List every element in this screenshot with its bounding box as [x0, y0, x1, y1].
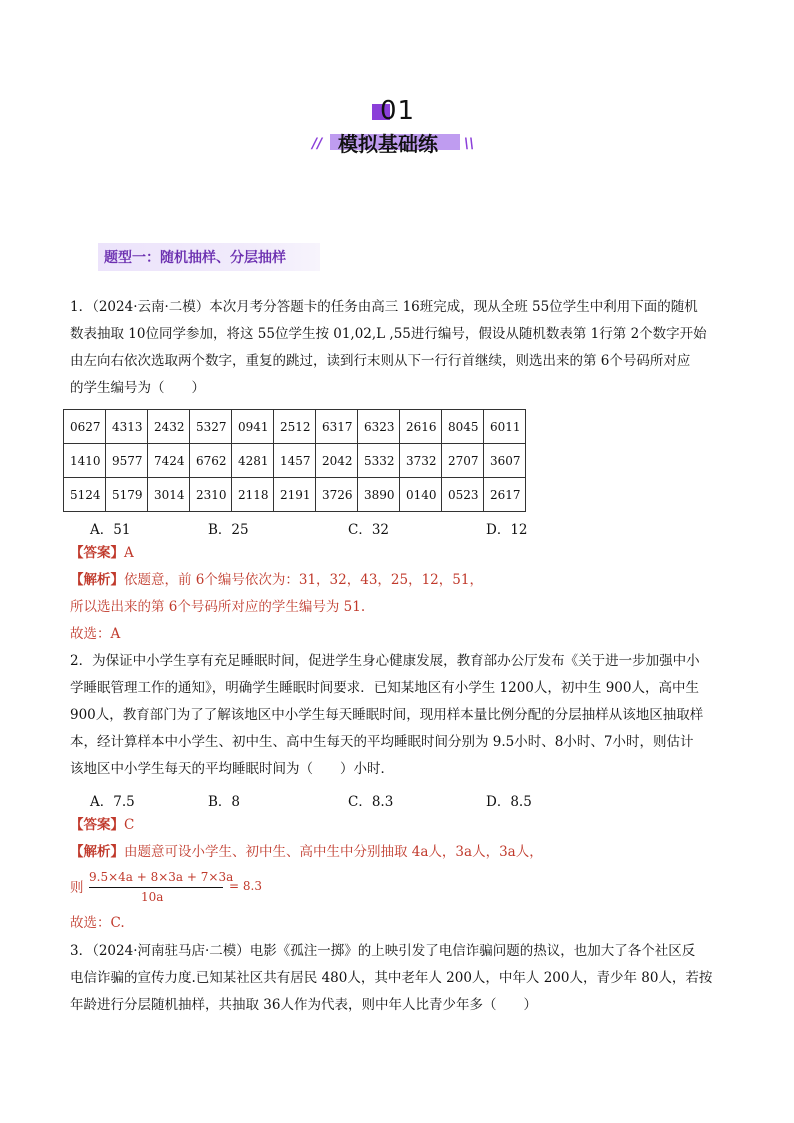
answer-label: 【答案】	[70, 545, 124, 561]
table-cell: 4281	[232, 444, 274, 478]
question-2-conclusion	[70, 910, 730, 937]
answer-value: A	[124, 545, 134, 561]
conclusion-text: 故选：C.	[70, 915, 125, 931]
table-cell: 2118	[232, 478, 274, 512]
option-a: A．51	[90, 522, 131, 538]
table-cell: 6317	[316, 410, 358, 444]
section-header	[0, 96, 794, 160]
formula-denominator: 10a	[141, 890, 164, 904]
table-cell: 2512	[274, 410, 316, 444]
conclusion-text: 故选：A	[70, 626, 121, 642]
title-slash-right: \\	[464, 136, 475, 152]
option-c: C．32	[348, 522, 390, 538]
table-cell: 3890	[358, 478, 400, 512]
question-3-stem	[70, 938, 730, 1019]
question-2-line: 本，经计算样本中小学生、初中生、高中生每天的平均睡眠时间分别为 9.5小时、8小时、7小时，则估计	[70, 734, 694, 750]
table-row	[64, 478, 526, 512]
question-2-line: 900人，教育部门为了了解该地区中小学生每天睡眠时间，现用样本量比例分配的分层抽样从该地区抽取样	[70, 707, 704, 723]
table-cell: 3014	[148, 478, 190, 512]
analysis-label: 【解析】	[70, 572, 124, 588]
table-cell: 6011	[484, 410, 526, 444]
option-c: C．8.3	[348, 794, 394, 810]
question-type-label: 题型一：随机抽样、分层抽样	[104, 250, 286, 266]
table-cell: 8045	[442, 410, 484, 444]
table-cell: 6323	[358, 410, 400, 444]
option-a: A．7.5	[90, 794, 135, 810]
option-b: B．25	[208, 522, 249, 538]
table-cell: 0941	[232, 410, 274, 444]
question-3-line: 年龄进行分层随机抽样，共抽取 36人作为代表，则中年人比青少年多（ ）	[70, 997, 537, 1013]
table-row	[64, 410, 526, 444]
formula-result: = 8.3	[229, 879, 262, 893]
question-2-line: 该地区中小学生每天的平均睡眠时间为（ ）小时．	[70, 761, 394, 777]
table-cell: 2042	[316, 444, 358, 478]
formula-numerator: 9.5×4a + 8×3a + 7×3a	[89, 870, 234, 884]
question-2-solution	[70, 812, 730, 866]
question-2-stem	[70, 648, 730, 783]
table-cell: 0140	[400, 478, 442, 512]
title-slash-left: //	[312, 136, 323, 152]
analysis-text: 所以选出来的第 6个号码所对应的学生编号为 51.	[70, 599, 366, 615]
table-cell: 6762	[190, 444, 232, 478]
table-cell: 1410	[64, 444, 106, 478]
question-2-line: 2．为保证中小学生享有充足睡眠时间，促进学生身心健康发展，教育部办公厅发布《关于进一步加强中小	[70, 653, 700, 669]
table-cell: 5179	[106, 478, 148, 512]
random-number-table	[63, 409, 526, 512]
table-cell: 7424	[148, 444, 190, 478]
table-cell: 2310	[190, 478, 232, 512]
answer-label: 【答案】	[70, 817, 124, 833]
table-cell: 3732	[400, 444, 442, 478]
question-1-line: 的学生编号为（ ）	[70, 380, 205, 396]
question-2-line: 学睡眠管理工作的通知》，明确学生睡眠时间要求．已知某地区有小学生 1200人，初中生 900人，高中生	[70, 680, 699, 696]
analysis-text: 由题意可设小学生、初中生、高中生中分别抽取 4a人，3a人，3a人，	[124, 844, 543, 860]
table-cell: 2707	[442, 444, 484, 478]
question-1-solution	[70, 540, 730, 648]
question-1-stem	[70, 294, 730, 402]
table-cell: 0627	[64, 410, 106, 444]
analysis-text: 依题意，前 6个编号依次为：31，32，43，25，12，51，	[124, 572, 483, 588]
formula-prefix: 则	[70, 880, 84, 896]
table-cell: 2432	[148, 410, 190, 444]
fraction-bar	[89, 887, 223, 888]
section-number: 01	[380, 96, 416, 126]
table-cell: 4313	[106, 410, 148, 444]
answer-value: C	[124, 817, 135, 833]
table-cell: 2616	[400, 410, 442, 444]
table-cell: 0523	[442, 478, 484, 512]
table-cell: 3726	[316, 478, 358, 512]
table-row	[64, 444, 526, 478]
section-title: 模拟基础练	[338, 132, 438, 156]
question-1-line: 由左向右依次选取两个数字，重复的跳过，读到行末则从下一行行首继续，则选出来的第 6个号码所对应	[70, 353, 691, 369]
table-cell: 9577	[106, 444, 148, 478]
question-type-tag	[98, 243, 320, 271]
table-cell: 3607	[484, 444, 526, 478]
question-3-line: 3．（2024·河南驻马店·二模）电影《孤注一掷》的上映引发了电信诈骗问题的热议，也加大了各个社区反	[70, 943, 696, 959]
option-b: B．8	[208, 794, 241, 810]
table-cell: 5332	[358, 444, 400, 478]
table-cell: 2617	[484, 478, 526, 512]
table-cell: 1457	[274, 444, 316, 478]
question-3-line: 电信诈骗的宣传力度.已知某社区共有居民 480人，其中老年人 200人，中年人 200人，青少年 80人，若按	[70, 970, 713, 986]
question-1-line: 1．（2024·云南·二模）本次月考分答题卡的任务由高三 16班完成，现从全班 55位学生中利用下面的随机	[70, 299, 698, 315]
table-cell: 5124	[64, 478, 106, 512]
analysis-label: 【解析】	[70, 844, 124, 860]
option-d: D．12	[486, 522, 528, 538]
table-cell: 5327	[190, 410, 232, 444]
table-cell: 2191	[274, 478, 316, 512]
option-d: D．8.5	[486, 794, 532, 810]
question-1-line: 数表抽取 10位同学参加，将这 55位学生按 01,02,L ,55进行编号，假设从随机数表第 1行第 2个数字开始	[70, 326, 707, 342]
